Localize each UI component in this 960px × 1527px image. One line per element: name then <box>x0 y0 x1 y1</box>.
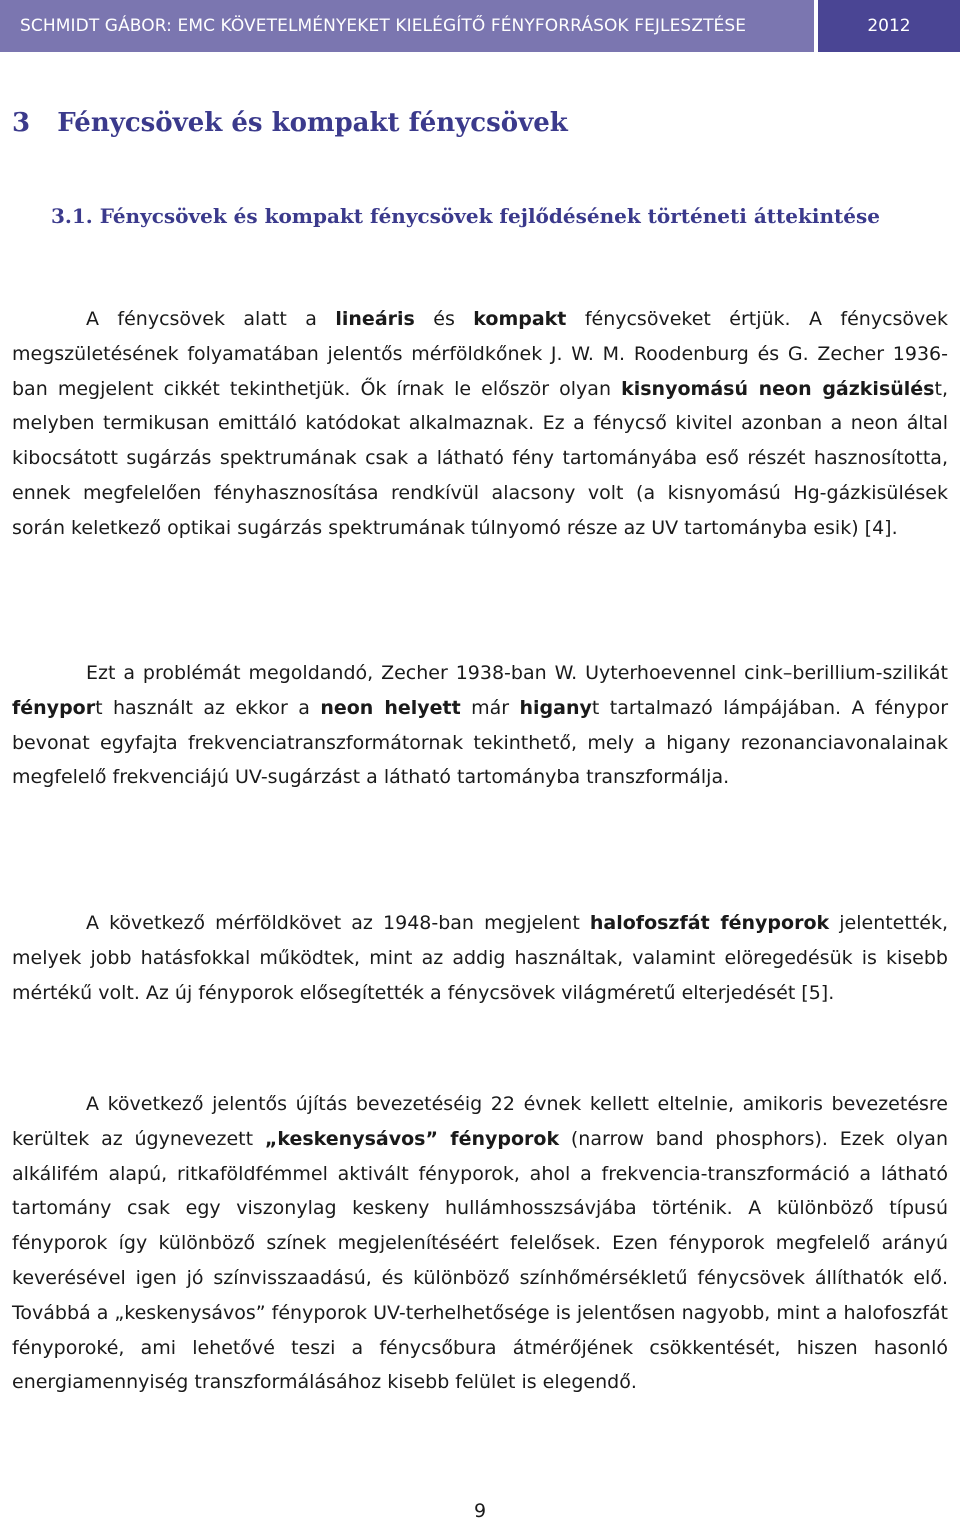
bold-term: kompakt <box>473 308 567 330</box>
text-run: t tartalmazó lámpájában. A fénypor bevonat egyfajta frekvenciatranszformátornak tekinthető, mely a higany rezonanciavonalainak megfelelő frekvenciájú UV-sugárzást a látható tartományba transzformálja. <box>12 696 949 789</box>
page-number: 9 <box>473 1500 487 1522</box>
bold-term: lineáris <box>335 308 415 330</box>
paragraph-1 <box>12 302 948 546</box>
bold-term: halofoszfát fényporok <box>589 912 830 934</box>
text-run: A fénycsövek alatt a <box>86 308 336 330</box>
text-run: jelentették, melyek jobb hatásfokkal működtek, mint az addig használtak, valamint elöregedésük is kisebb mértékű volt. Az új fényporok elősegítették a fénycsövek világméretű elterjedését [5]. <box>12 912 949 1004</box>
header-year: 2012 <box>818 0 960 52</box>
bold-term: „keskenysávos” fényporok <box>264 1127 560 1150</box>
chapter-heading: 3 Fénycsövek és kompakt fénycsövek <box>12 108 568 138</box>
text-run: és <box>414 308 474 330</box>
page-header <box>0 0 960 52</box>
text-run: (narrow band phosphors). Ezek olyan alkálifém alapú, ritkaföldfémmel aktivált fényporok, ahol a frekvencia-transzformáció a látható tartomány csak egy viszonylag keskeny hullámhosszsávjába történik. A különböző típusú fényporok így különböző színek megjelenítéséért felelősek. Ezen fényporok megfelelő arányú keverésével igen jó színvisszaadású, és különböző színhőmérsékletű fénycsövek állíthatók elő. Továbbá a „keskenysávos” fényporok UV-terhelhetősége is jelentősen nagyobb, mint a halofoszfát fényporoké, ami lehetővé teszi a fénycsőbura átmérőjének csökkentését, hiszen hasonló energiamennyiség transzformálásához kisebb felület is elegendő. <box>12 1127 948 1394</box>
text-run: t használt az ekkor a <box>95 696 321 719</box>
bold-term: fénypor <box>12 696 96 719</box>
paragraph-4 <box>12 1087 948 1400</box>
section-subheading: 3.1. Fénycsövek és kompakt fénycsövek fejlődésének történeti áttekintése <box>51 204 880 228</box>
bold-term: higany <box>519 696 592 719</box>
paragraph-3 <box>12 906 948 1010</box>
paragraph-2 <box>12 656 948 795</box>
bold-term: kisnyomású neon gázkisülés <box>621 377 935 400</box>
text-run: Ezt a problémát megoldandó, Zecher 1938-ban W. Uyterhoevennel cink–berillium-szilikát <box>86 662 948 684</box>
text-run: már <box>460 696 520 719</box>
text-run: t, melyben termikusan emittáló katódokat alkalmaznak. Ez a fénycső kivitel azonban a neon által kibocsátott sugárzás spektrumának csak a látható fény tartományába eső részét hasznosította, ennek megfelelően fényhasznosítása rendkívül alacsony volt (a kisnyomású Hg-gázkisülések során keletkező optikai sugárzás spektrumának túlnyomó része az UV tartományba esik) [4]. <box>12 377 948 539</box>
text-run: A következő jelentős újítás bevezetéséig 22 évnek kellett eltelnie, amikoris bevezetésre kerültek az úgynevezett <box>12 1093 948 1150</box>
text-run: fénycsöveket értjük. A fénycsövek megszületésének folyamatában jelentős mérföldkőnek J. W. M. Roodenburg és G. Zecher 1936-ban megjelent cikkét tekinthetjük. Ők írnak le először olyan <box>12 308 948 400</box>
header-title: SCHMIDT GÁBOR: EMC KÖVETELMÉNYEKET KIELÉGÍTŐ FÉNYFORRÁSOK FEJLESZTÉSE <box>0 0 814 52</box>
text-run: A következő mérföldkövet az 1948-ban megjelent <box>86 912 590 934</box>
bold-term: neon helyett <box>320 696 461 719</box>
